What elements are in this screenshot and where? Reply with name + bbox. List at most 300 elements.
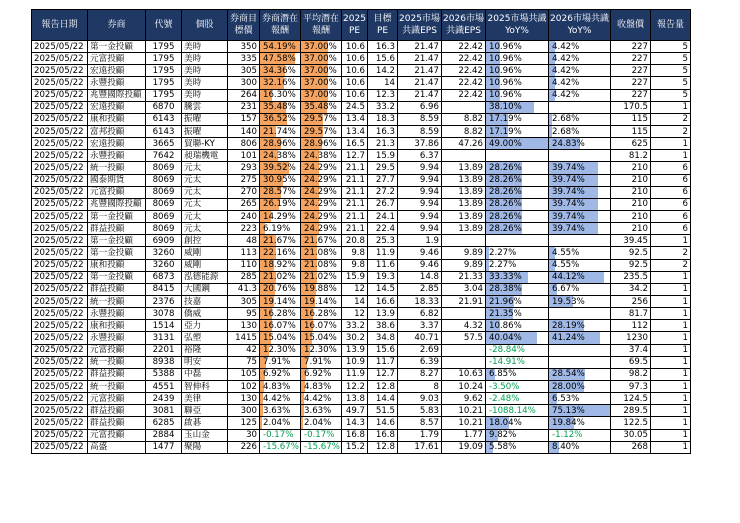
- cell-close-price: 92.5: [611, 247, 651, 259]
- cell-stock-code: 2884: [146, 429, 182, 441]
- table-row: [32, 198, 691, 210]
- cell-value: 40.04%: [489, 332, 522, 343]
- cell-yoy-2025: [486, 393, 549, 405]
- cell-stock-name: 美時: [182, 89, 228, 101]
- cell-stock-name: 美時: [182, 65, 228, 77]
- cell-eps-2025: 8.27: [398, 368, 442, 380]
- cell-eps-2026: 22.42: [442, 77, 486, 89]
- cell-report-date: 2025/05/22: [32, 150, 88, 162]
- cell-eps-2025: 6.39: [398, 356, 442, 368]
- cell-value: 4.55%: [552, 247, 580, 258]
- cell-target-price: 240: [228, 210, 260, 222]
- cell-yoy-2026: [549, 174, 611, 186]
- cell-broker: 富邦投顧: [88, 125, 146, 137]
- cell-target-price: 101: [228, 150, 260, 162]
- cell-yoy-2026: [549, 125, 611, 137]
- cell-value: 28.26%: [489, 211, 522, 222]
- cell-stock-code: 8069: [146, 223, 182, 235]
- cell-broker-return: [260, 295, 301, 307]
- cell-eps-2026: 9.89: [442, 259, 486, 271]
- cell-yoy-2025: [486, 271, 549, 283]
- cell-stock-name: 明安: [182, 356, 228, 368]
- cell-target-price: 265: [228, 198, 260, 210]
- cell-yoy-2026: [549, 138, 611, 150]
- cell-broker-return: [260, 417, 301, 429]
- cell-pe-2025: 10.6: [342, 89, 368, 101]
- cell-pe-2025: 12.7: [342, 150, 368, 162]
- cell-target-pe: 18.3: [368, 113, 398, 125]
- cell-close-price: 210: [611, 162, 651, 174]
- cell-value: 2.27%: [489, 247, 517, 258]
- cell-value: 39.52%: [263, 162, 296, 173]
- cell-target-price: 305: [228, 295, 260, 307]
- cell-yoy-2026: [549, 393, 611, 405]
- cell-value: 29.57%: [304, 114, 337, 125]
- cell-avg-return: [301, 332, 342, 344]
- cell-eps-2026: 10.21: [442, 405, 486, 417]
- cell-value: 10.86%: [489, 320, 522, 331]
- cell-stock-code: 3260: [146, 259, 182, 271]
- cell-eps-2026: 13.89: [442, 223, 486, 235]
- cell-yoy-2026: [549, 53, 611, 65]
- cell-report-count: 1: [651, 235, 691, 247]
- cell-report-count: 6: [651, 198, 691, 210]
- cell-pe-2025: 33.2: [342, 320, 368, 332]
- cell-broker-return: [260, 77, 301, 89]
- cell-report-date: 2025/05/22: [32, 429, 88, 441]
- cell-stock-code: 3078: [146, 308, 182, 320]
- cell-value: 39.74%: [552, 199, 585, 210]
- column-header-target-price: 券商目標價: [228, 10, 260, 41]
- cell-report-date: 2025/05/22: [32, 89, 88, 101]
- table-row: [32, 113, 691, 125]
- cell-report-date: 2025/05/22: [32, 259, 88, 271]
- cell-value: 39.74%: [552, 162, 585, 173]
- cell-target-pe: 16.6: [368, 295, 398, 307]
- cell-value: 2.04%: [263, 417, 291, 428]
- cell-yoy-2025: [486, 101, 549, 113]
- cell-broker: 永豐投顧: [88, 308, 146, 320]
- cell-target-pe: 14.6: [368, 417, 398, 429]
- cell-broker: 高盛: [88, 441, 146, 453]
- cell-target-pe: 51.5: [368, 405, 398, 417]
- cell-report-date: 2025/05/22: [32, 210, 88, 222]
- cell-value: 29.57%: [304, 126, 337, 137]
- cell-avg-return: [301, 150, 342, 162]
- cell-value: 37.00%: [304, 41, 337, 52]
- cell-report-date: 2025/05/22: [32, 295, 88, 307]
- cell-yoy-2026: [549, 295, 611, 307]
- cell-pe-2025: 21.1: [342, 162, 368, 174]
- cell-report-count: 5: [651, 77, 691, 89]
- cell-yoy-2026: [549, 417, 611, 429]
- cell-target-price: 223: [228, 223, 260, 235]
- cell-target-pe: 16.8: [368, 429, 398, 441]
- cell-value: 24.83%: [552, 138, 585, 149]
- cell-broker-return: [260, 150, 301, 162]
- cell-value: 24.29%: [304, 211, 337, 222]
- table-row: [32, 65, 691, 77]
- cell-target-price: 1415: [228, 332, 260, 344]
- cell-close-price: 1230: [611, 332, 651, 344]
- cell-report-date: 2025/05/22: [32, 380, 88, 392]
- cell-report-date: 2025/05/22: [32, 368, 88, 380]
- cell-avg-return: [301, 320, 342, 332]
- cell-broker-return: [260, 283, 301, 295]
- cell-stock-code: 6285: [146, 417, 182, 429]
- cell-pe-2025: 21.1: [342, 186, 368, 198]
- cell-yoy-2025: [486, 113, 549, 125]
- cell-target-pe: 12.7: [368, 368, 398, 380]
- cell-value: 16.07%: [263, 320, 296, 331]
- cell-eps-2026: 8.82: [442, 113, 486, 125]
- cell-target-price: 293: [228, 162, 260, 174]
- cell-value: 35.48%: [304, 102, 337, 113]
- cell-report-count: 1: [651, 283, 691, 295]
- cell-broker-return: [260, 344, 301, 356]
- cell-report-count: 6: [651, 186, 691, 198]
- table-row: [32, 138, 691, 150]
- cell-avg-return: [301, 380, 342, 392]
- cell-broker: 群益投顧: [88, 417, 146, 429]
- cell-yoy-2025: [486, 417, 549, 429]
- cell-value: 28.96%: [263, 138, 296, 149]
- cell-pe-2025: 12: [342, 283, 368, 295]
- cell-pe-2025: 13.4: [342, 125, 368, 137]
- cell-avg-return: [301, 308, 342, 320]
- cell-eps-2025: 9.94: [398, 186, 442, 198]
- cell-broker-return: [260, 429, 301, 441]
- cell-avg-return: [301, 41, 342, 53]
- cell-broker-return: [260, 356, 301, 368]
- cell-stock-code: 5388: [146, 368, 182, 380]
- cell-eps-2025: 21.47: [398, 89, 442, 101]
- table-row: [32, 320, 691, 332]
- cell-stock-name: 貿聯-KY: [182, 138, 228, 150]
- cell-stock-code: 2439: [146, 393, 182, 405]
- cell-value: 28.96%: [304, 138, 337, 149]
- cell-avg-return: [301, 174, 342, 186]
- cell-stock-name: 昶瑞機電: [182, 150, 228, 162]
- cell-eps-2025: 9.94: [398, 174, 442, 186]
- cell-stock-code: 1795: [146, 65, 182, 77]
- column-header-eps-2026: 2026市場共識EPS: [442, 10, 486, 41]
- cell-stock-name: 元太: [182, 174, 228, 186]
- cell-value: 14.29%: [263, 211, 296, 222]
- cell-eps-2025: 21.47: [398, 53, 442, 65]
- cell-value: 8.40%: [552, 442, 580, 453]
- table-row: [32, 53, 691, 65]
- cell-value: 26.19%: [263, 199, 296, 210]
- cell-pe-2025: 10.6: [342, 77, 368, 89]
- cell-close-price: 210: [611, 174, 651, 186]
- cell-avg-return: [301, 368, 342, 380]
- cell-target-pe: 13.9: [368, 308, 398, 320]
- cell-target-price: 113: [228, 247, 260, 259]
- cell-yoy-2026: [549, 41, 611, 53]
- cell-close-price: 227: [611, 89, 651, 101]
- cell-pe-2025: 12: [342, 308, 368, 320]
- cell-avg-return: [301, 186, 342, 198]
- cell-stock-name: 元太: [182, 198, 228, 210]
- column-header-pe-2025: 2025 PE: [342, 10, 368, 41]
- column-header-report-date: 報告日期: [32, 10, 88, 41]
- cell-yoy-2025: [486, 162, 549, 174]
- cell-value: 2.68%: [552, 114, 580, 125]
- table-row: [32, 332, 691, 344]
- cell-target-price: 157: [228, 113, 260, 125]
- cell-report-date: 2025/05/22: [32, 405, 88, 417]
- cell-pe-2025: 21.1: [342, 174, 368, 186]
- cell-value: 21.08%: [304, 260, 337, 271]
- cell-stock-code: 1477: [146, 441, 182, 453]
- cell-avg-return: [301, 283, 342, 295]
- cell-yoy-2025: [486, 89, 549, 101]
- cell-close-price: 227: [611, 41, 651, 53]
- cell-value: 18.04%: [489, 417, 522, 428]
- cell-stock-name: 騰雲: [182, 101, 228, 113]
- cell-eps-2026: 3.04: [442, 283, 486, 295]
- cell-yoy-2026: [549, 247, 611, 259]
- cell-target-pe: 15.6: [368, 53, 398, 65]
- cell-stock-name: 威剛: [182, 247, 228, 259]
- cell-report-date: 2025/05/22: [32, 283, 88, 295]
- table-row: [32, 283, 691, 295]
- cell-stock-code: 1795: [146, 77, 182, 89]
- cell-value: 54.19%: [263, 41, 296, 52]
- table-row: [32, 356, 691, 368]
- cell-target-pe: 15.9: [368, 150, 398, 162]
- cell-target-pe: 38.6: [368, 320, 398, 332]
- cell-yoy-2025: [486, 150, 549, 162]
- cell-report-count: 2: [651, 113, 691, 125]
- cell-broker-return: [260, 271, 301, 283]
- cell-eps-2025: 8.59: [398, 113, 442, 125]
- table-row: [32, 41, 691, 53]
- cell-eps-2026: 10.24: [442, 380, 486, 392]
- cell-pe-2025: 16.8: [342, 429, 368, 441]
- cell-value: 6.53%: [552, 393, 580, 404]
- cell-broker: 元富投顧: [88, 344, 146, 356]
- cell-value: 7.91%: [304, 357, 332, 368]
- cell-value: 24.29%: [304, 187, 337, 198]
- cell-broker-return: [260, 223, 301, 235]
- cell-close-price: 81.7: [611, 308, 651, 320]
- cell-close-price: 124.5: [611, 393, 651, 405]
- cell-broker-return: [260, 332, 301, 344]
- cell-value: 21.74%: [263, 126, 296, 137]
- cell-report-date: 2025/05/22: [32, 77, 88, 89]
- table-row: [32, 247, 691, 259]
- cell-report-date: 2025/05/22: [32, 125, 88, 137]
- cell-broker: 康和投顧: [88, 113, 146, 125]
- cell-target-pe: 24.1: [368, 210, 398, 222]
- cell-report-date: 2025/05/22: [32, 65, 88, 77]
- cell-broker-return: [260, 101, 301, 113]
- cell-stock-name: 智伸科: [182, 380, 228, 392]
- cell-value: 35.48%: [263, 102, 296, 113]
- cell-pe-2025: 9.8: [342, 247, 368, 259]
- cell-report-date: 2025/05/22: [32, 393, 88, 405]
- cell-eps-2025: 2.69: [398, 344, 442, 356]
- cell-broker: 元富投顧: [88, 393, 146, 405]
- cell-value: -1.12%: [552, 430, 583, 441]
- cell-yoy-2025: [486, 41, 549, 53]
- cell-stock-name: 美時: [182, 53, 228, 65]
- cell-broker: 統一投顧: [88, 380, 146, 392]
- cell-value: -1088.14%: [489, 405, 536, 416]
- cell-value: 28.57%: [263, 187, 296, 198]
- cell-broker-return: [260, 210, 301, 222]
- cell-report-count: 2: [651, 247, 691, 259]
- cell-pe-2025: 9.8: [342, 259, 368, 271]
- cell-value: 17.19%: [489, 126, 522, 137]
- cell-target-price: 300: [228, 77, 260, 89]
- cell-value: 28.38%: [489, 284, 522, 295]
- cell-yoy-2026: [549, 441, 611, 453]
- column-header-yoy-2025: 2025市場共識YoY%: [486, 10, 549, 41]
- cell-yoy-2025: [486, 283, 549, 295]
- cell-report-count: 1: [651, 356, 691, 368]
- cell-close-price: 30.05: [611, 429, 651, 441]
- cell-value: 24.38%: [263, 150, 296, 161]
- cell-stock-code: 8069: [146, 186, 182, 198]
- cell-target-price: 264: [228, 89, 260, 101]
- cell-broker-return: [260, 380, 301, 392]
- cell-broker-return: [260, 162, 301, 174]
- cell-stock-name: 玉山金: [182, 429, 228, 441]
- cell-report-count: 1: [651, 138, 691, 150]
- cell-broker: 元富投顧: [88, 429, 146, 441]
- cell-value: 19.14%: [304, 296, 337, 307]
- cell-report-count: 1: [651, 308, 691, 320]
- cell-report-date: 2025/05/22: [32, 198, 88, 210]
- cell-yoy-2025: [486, 174, 549, 186]
- cell-value: -15.67%: [304, 442, 340, 453]
- cell-value: 37.00%: [304, 53, 337, 64]
- cell-eps-2025: 2.85: [398, 283, 442, 295]
- cell-value: 28.26%: [489, 175, 522, 186]
- cell-value: 12.30%: [263, 345, 296, 356]
- cell-pe-2025: 10.6: [342, 53, 368, 65]
- cell-target-price: 226: [228, 441, 260, 453]
- cell-pe-2025: 10.9: [342, 356, 368, 368]
- table-row: [32, 380, 691, 392]
- cell-target-price: 30: [228, 429, 260, 441]
- cell-target-price: 95: [228, 308, 260, 320]
- cell-eps-2026: 9.62: [442, 393, 486, 405]
- column-header-broker: 券商: [88, 10, 146, 41]
- cell-report-count: 5: [651, 41, 691, 53]
- cell-eps-2025: 18.33: [398, 295, 442, 307]
- cell-value: 38.10%: [489, 102, 522, 113]
- cell-value: 6.67%: [552, 284, 580, 295]
- cell-value: -28.84%: [489, 345, 525, 356]
- report-table-container: [31, 9, 691, 454]
- cell-stock-name: 創控: [182, 235, 228, 247]
- cell-value: 21.35%: [489, 308, 522, 319]
- cell-eps-2025: 40.71: [398, 332, 442, 344]
- cell-target-pe: 15.6: [368, 344, 398, 356]
- cell-value: 19.88%: [304, 284, 337, 295]
- cell-target-pe: 11.7: [368, 356, 398, 368]
- cell-target-price: 806: [228, 138, 260, 150]
- table-row: [32, 210, 691, 222]
- cell-target-pe: 12.8: [368, 380, 398, 392]
- cell-broker-return: [260, 441, 301, 453]
- cell-report-date: 2025/05/22: [32, 186, 88, 198]
- cell-value: 4.42%: [552, 65, 580, 76]
- cell-report-count: 5: [651, 53, 691, 65]
- cell-broker-return: [260, 308, 301, 320]
- cell-stock-name: 振曜: [182, 113, 228, 125]
- cell-close-price: 37.4: [611, 344, 651, 356]
- cell-report-date: 2025/05/22: [32, 138, 88, 150]
- cell-close-price: 235.5: [611, 271, 651, 283]
- cell-stock-name: 美時: [182, 77, 228, 89]
- table-row: [32, 295, 691, 307]
- cell-value: 16.28%: [304, 308, 337, 319]
- cell-eps-2025: 9.94: [398, 162, 442, 174]
- cell-target-price: 231: [228, 101, 260, 113]
- cell-value: 19.84%: [552, 417, 585, 428]
- cell-yoy-2026: [549, 271, 611, 283]
- cell-target-pe: 11.6: [368, 259, 398, 271]
- cell-avg-return: [301, 344, 342, 356]
- cell-yoy-2025: [486, 65, 549, 77]
- column-header-avg-return: 平均潛在報酬: [301, 10, 342, 41]
- cell-stock-code: 6870: [146, 101, 182, 113]
- cell-value: 7.91%: [263, 357, 291, 368]
- cell-value: 24.38%: [304, 150, 337, 161]
- cell-target-price: 270: [228, 186, 260, 198]
- cell-broker: 第一金投顧: [88, 247, 146, 259]
- cell-close-price: 227: [611, 77, 651, 89]
- cell-eps-2025: 8.59: [398, 125, 442, 137]
- cell-close-price: 289.5: [611, 405, 651, 417]
- cell-stock-code: 8069: [146, 198, 182, 210]
- cell-stock-code: 3260: [146, 247, 182, 259]
- cell-value: 21.96%: [489, 296, 522, 307]
- cell-broker: 群益投顧: [88, 223, 146, 235]
- cell-report-count: 5: [651, 65, 691, 77]
- cell-yoy-2026: [549, 150, 611, 162]
- cell-close-price: 256: [611, 295, 651, 307]
- cell-report-count: 1: [651, 344, 691, 356]
- cell-target-price: 130: [228, 320, 260, 332]
- cell-broker-return: [260, 259, 301, 271]
- cell-value: -2.48%: [489, 393, 520, 404]
- cell-value: 4.42%: [263, 393, 291, 404]
- table-row: [32, 186, 691, 198]
- cell-close-price: 92.5: [611, 259, 651, 271]
- cell-report-count: 1: [651, 295, 691, 307]
- cell-value: 24.29%: [304, 199, 337, 210]
- cell-close-price: 34.2: [611, 283, 651, 295]
- cell-avg-return: [301, 295, 342, 307]
- cell-eps-2026: 10.63: [442, 368, 486, 380]
- cell-target-pe: 27.2: [368, 186, 398, 198]
- cell-avg-return: [301, 162, 342, 174]
- cell-value: 37.00%: [304, 90, 337, 101]
- cell-value: 10.96%: [489, 65, 522, 76]
- cell-broker-return: [260, 247, 301, 259]
- cell-report-count: 1: [651, 429, 691, 441]
- cell-eps-2025: 37.86: [398, 138, 442, 150]
- cell-broker: 永豐投顧: [88, 77, 146, 89]
- cell-pe-2025: 11.9: [342, 368, 368, 380]
- cell-report-count: 1: [651, 332, 691, 344]
